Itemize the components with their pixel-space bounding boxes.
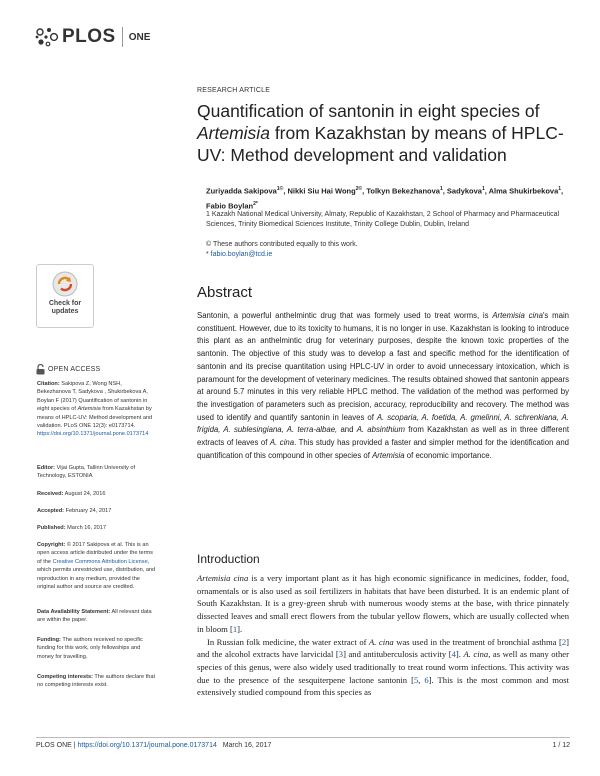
author-list: Zuriyadda Sakipova$^{1©}$, Nikki Siu Hai Wong$^{2©}$, Tolkyn Bekezhanova$^1$, Sadykova$^1$, Alma Shukirbekova$^1$, Fabio Boylan$^{2*}$ xyxy=(206,186,564,210)
reference-link[interactable]: 1 xyxy=(232,623,238,634)
check-for-updates-badge[interactable] xyxy=(36,264,94,328)
page-footer: PLOS ONE | https://doi.org/10.1371/journal.pone.0173714 March 16, 2017 1 / 12 xyxy=(36,742,570,749)
received-date: Received: August 24, 2016 xyxy=(37,491,106,497)
footer-journal: PLOS ONE xyxy=(36,742,72,749)
logo-divider xyxy=(122,27,123,47)
citation-doi-link[interactable]: https://doi.org/10.1371/journal.pone.0173714 xyxy=(37,431,149,438)
article-title: Quantification of santonin in eight species of Artemisia from Kazakhstan by means of HPLC-UV: Method development and validation xyxy=(197,101,564,165)
data-availability-block: Data Availability Statement: All relevant data are within the paper. xyxy=(37,609,152,624)
intro-paragraph-1: Artemisia cina is a very important plant as it has high economic significance in medicines, fodder, food, ornamentals or is also used as soil fertilizers in habitats that have been disturbed. It is an endemic plant of South Kazakhstan. It is a grey-green shrub with numerous woody stems at the base, with thrice pinnately dissected leaves and small erect flowers from the tubular yellow flowers, which are usually collected when in bloom [1]. xyxy=(197,573,569,634)
editor-block: Editor: Vijai Gupta, Tallinn University of Technology, ESTONIA xyxy=(37,465,136,480)
funding-block: Funding: The authors received no specific funding for this work, only fellowships and money for travelling. xyxy=(37,637,143,660)
journal-name: ONE xyxy=(128,31,151,43)
reference-link[interactable]: 3 xyxy=(338,649,344,660)
author-notes xyxy=(206,240,576,260)
introduction-text xyxy=(197,572,569,699)
brand-name: PLOS xyxy=(62,26,116,47)
abstract-text: Santonin, a powerful anthelmintic drug that was formely used to treat worms, is Artemisia cina's main constituent. However, due to its toxicity to humans, it is no longer in use. Kazakhstan is looking to introduce this plant as an anthelmintic drug for veterinary purposes, despite the known toxic properties of the santonin. The objective of this study was to develop a fast and specific method for the identification of santonin and its precise quantitation using HPLC-UV in order to avoid unnecessary intoxication, which is paramount for the development of veterinary medicines. The results obtained showed that santonin appears at around 5.7 minutes in this very reliable HPLC method. The validation of the method was performed by the investigation of parameters such as precision, accuracy, reproducibility and recovery. The method was used to identify and quantify santonin in leaves of A. scoparia, A. foetida, A. gmelinni, A. schrenkiana, A. frigida, A. sublesingiana, A. terra-albae, and A. absinthium from Kazakhstan as well as in three different extracts of leaves of A. cina. This study has provided a faster and simpler method for the identification and quantification of this compound in other species of Artemisia of economic importance. xyxy=(197,311,570,460)
open-access-label: OPEN ACCESS xyxy=(36,364,100,375)
copyright-block: Copyright: © 2017 Sakipova et al. This is an open access article distributed under the terms of the Creative Commons Attribution License, which permits unrestricted use, distribution, and reproduction in any medium, provided the original author and source are credited. xyxy=(37,542,156,591)
page-number: 1 / 12 xyxy=(552,742,570,749)
accepted-date: Accepted: February 24, 2017 xyxy=(37,508,112,514)
article-type: RESEARCH ARTICLE xyxy=(197,87,271,94)
published-date: Published: March 16, 2017 xyxy=(37,525,107,531)
check-updates-label: Check for updates xyxy=(48,300,82,315)
plos-molecule-icon xyxy=(34,26,60,48)
introduction-heading: Introduction xyxy=(197,552,260,566)
affiliations: 1 Kazakh National Medical University, Almaty, Republic of Kazakhstan, 2 School of Pharmacy and Pharmaceutical Sciences, Trinity Biomedical Sciences Institute, Trinity College Dublin, Dublin, Ireland xyxy=(206,211,560,228)
citation-block: Citation: Sakipova Z, Wong NSH, Bekezhanova T, Sadykova , Shukirbekova A, Boylan F (2017) Quantification of santonin in eight species of Artemisia from Kazakhstan by means of HPLC-UV: Method development and validation. PLoS ONE 12(3): e0173714. https://doi.org/10.1371/journal.pone.0173714 xyxy=(37,381,153,438)
plos-logo xyxy=(34,26,150,48)
open-lock-icon xyxy=(36,364,45,375)
equal-contribution-note: © These authors contributed equally to this work. xyxy=(206,241,358,248)
competing-interests-block: Competing interests: The authors declare that no competing interests exist. xyxy=(37,674,156,689)
intro-paragraph-2: In Russian folk medicine, the water extract of A. cina was used in the treatment of bronchial asthma [2] and the alcohol extracts have larvicidal [3] and antituberculosis activity [4]. A. cina, as well as many other species of this genus, were also widely used traditionally to treat round worm infections. This activity was due to the presence of the sesquiterpene lactone santonin [5, 6]. This is the most common and most extensively studied compound from this species as xyxy=(197,636,570,698)
reference-link[interactable]: 5 xyxy=(413,674,419,685)
license-link[interactable]: Creative Commons Attribution License xyxy=(52,558,148,565)
footer-doi-link[interactable]: https://doi.org/10.1371/journal.pone.0173714 xyxy=(77,742,217,749)
abstract-heading: Abstract xyxy=(197,284,253,301)
corresponding-email-link[interactable]: fabio.boylan@tcd.ie xyxy=(210,251,273,258)
footer-divider xyxy=(36,737,570,738)
reference-link[interactable]: 4 xyxy=(451,649,456,660)
corresponding-author-note: * fabio.boylan@tcd.ie xyxy=(206,251,273,258)
reference-link[interactable]: 6 xyxy=(424,674,429,685)
check-updates-icon xyxy=(52,271,78,297)
reference-link[interactable]: 2 xyxy=(561,636,567,647)
footer-date: March 16, 2017 xyxy=(222,742,272,749)
